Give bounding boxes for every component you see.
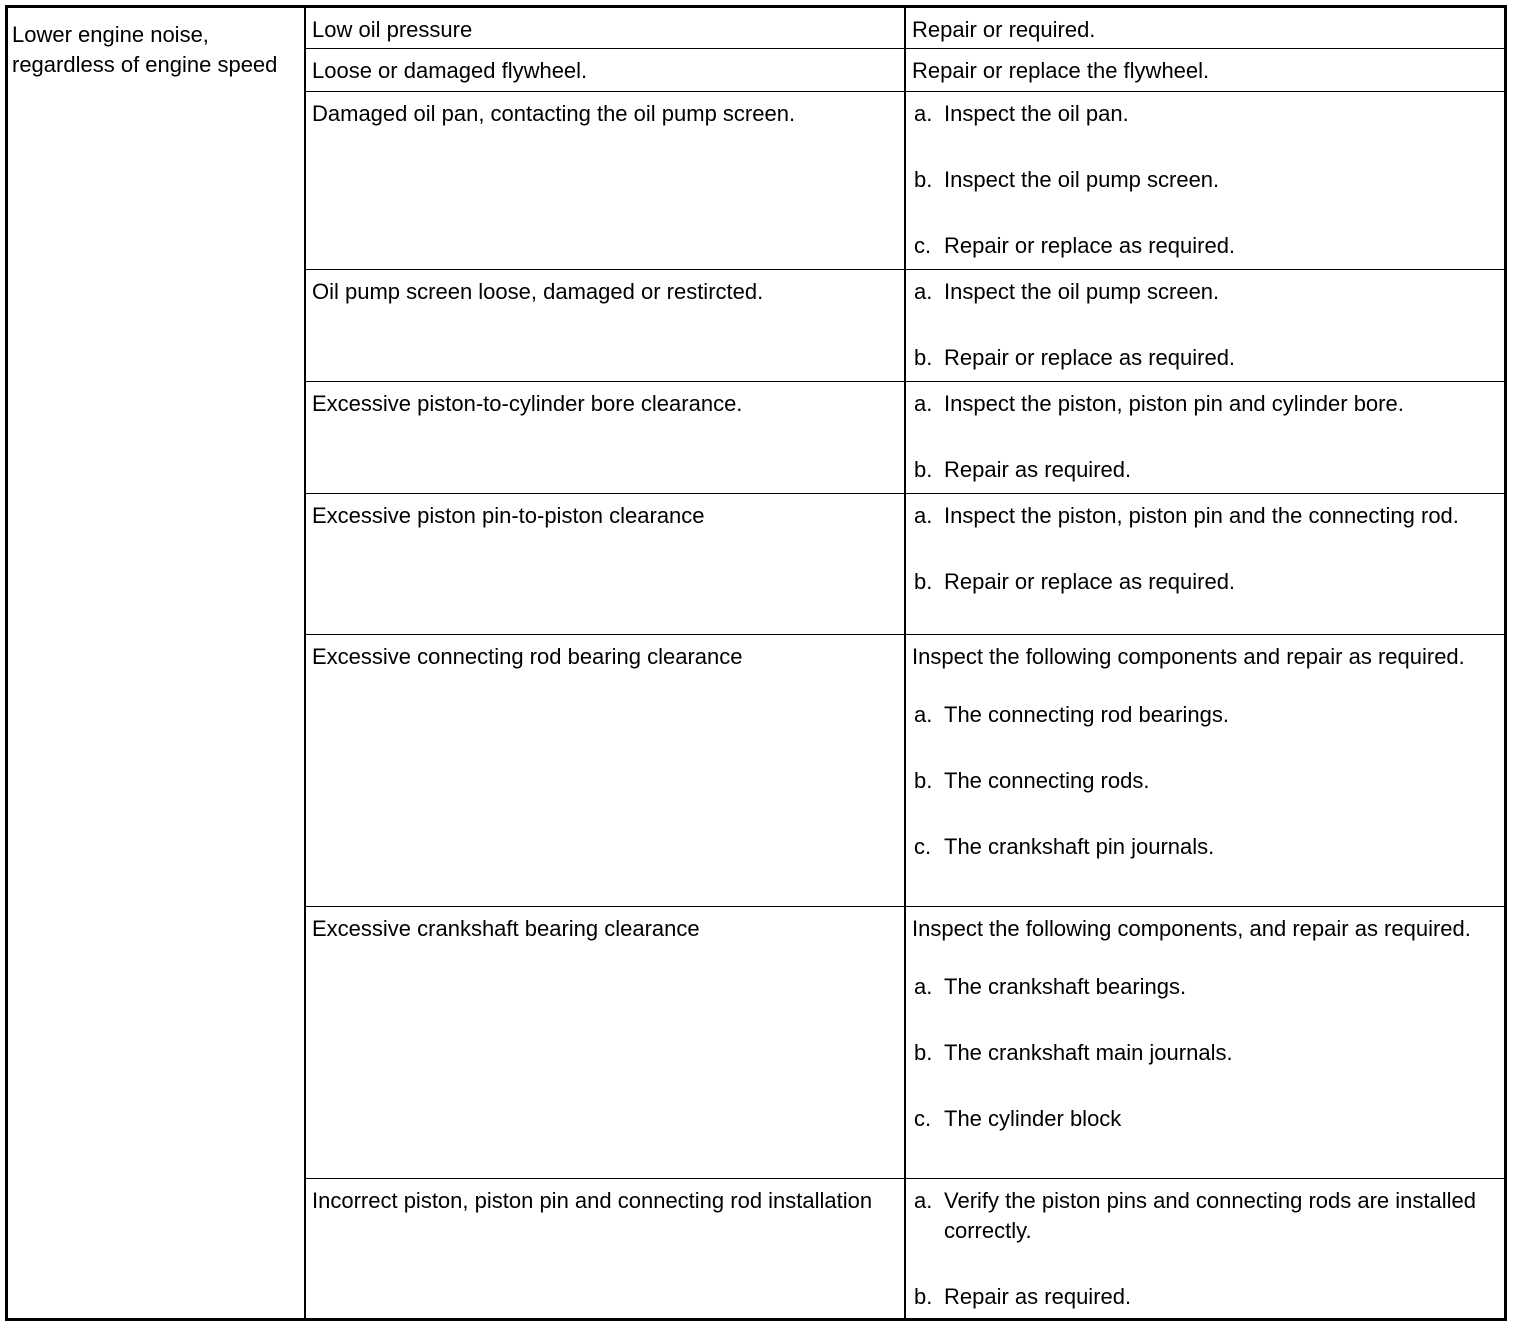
action-step (912, 501, 1494, 531)
step-text: The crankshaft main journals. (944, 1040, 1233, 1065)
step-marker: a. (914, 101, 933, 126)
action-step (912, 277, 1494, 307)
action-text: Repair or replace the flywheel. (912, 58, 1210, 83)
cause-cell: Oil pump screen loose, damaged or restircted. (306, 270, 906, 381)
action-text: Repair or required. (912, 17, 1096, 42)
action-cell (906, 92, 1504, 269)
action-cell (906, 382, 1504, 493)
action-step (912, 343, 1494, 373)
step-text: Inspect the oil pump screen. (944, 167, 1220, 192)
action-cell (906, 49, 1504, 91)
step-text: Repair or replace as required. (944, 233, 1236, 258)
cause-cell: Excessive crankshaft bearing clearance (306, 907, 906, 1178)
table-row (306, 906, 1504, 1178)
action-step (912, 1038, 1494, 1068)
step-text: The crankshaft pin journals. (944, 834, 1215, 859)
step-marker: b. (914, 457, 933, 482)
table-row (306, 493, 1504, 634)
action-intro: Inspect the following components and repair as required. (912, 644, 1465, 669)
step-marker: c. (914, 233, 932, 258)
cause-cell: Loose or damaged flywheel. (306, 49, 906, 91)
action-intro: Inspect the following components, and repair as required. (912, 916, 1471, 941)
action-step (912, 832, 1494, 862)
action-step (912, 1282, 1494, 1312)
step-text: Inspect the piston, piston pin and the connecting rod. (944, 503, 1459, 528)
step-text: Verify the piston pins and connecting rods are installed correctly. (944, 1188, 1476, 1243)
table-row (306, 269, 1504, 381)
table-row (306, 8, 1504, 48)
action-cell (906, 1179, 1504, 1318)
symptom-cell: Lower engine noise, regardless of engine speed (8, 8, 306, 1318)
action-cell (906, 8, 1504, 48)
action-step (912, 165, 1494, 195)
action-step (912, 567, 1494, 597)
step-marker: c. (914, 1106, 932, 1131)
step-text: Repair as required. (944, 1284, 1132, 1309)
step-text: Inspect the oil pump screen. (944, 279, 1220, 304)
table-row (306, 48, 1504, 91)
step-marker: b. (914, 768, 933, 793)
step-marker: a. (914, 503, 933, 528)
action-step (912, 99, 1494, 129)
step-marker: c. (914, 834, 932, 859)
action-step (912, 700, 1494, 730)
step-text: Repair or replace as required. (944, 569, 1236, 594)
action-step (912, 389, 1494, 419)
action-step (912, 455, 1494, 485)
action-step (912, 766, 1494, 796)
step-marker: b. (914, 1040, 933, 1065)
action-cell (906, 907, 1504, 1178)
action-step (912, 231, 1494, 261)
step-text: Repair as required. (944, 457, 1132, 482)
table-row (306, 1178, 1504, 1318)
step-marker: b. (914, 345, 933, 370)
table-row (306, 634, 1504, 906)
step-text: Repair or replace as required. (944, 345, 1236, 370)
step-text: The connecting rods. (944, 768, 1150, 793)
cause-cell: Excessive connecting rod bearing clearance (306, 635, 906, 906)
step-text: Inspect the oil pan. (944, 101, 1129, 126)
cause-cell: Incorrect piston, piston pin and connecting rod installation (306, 1179, 906, 1318)
step-marker: b. (914, 1284, 933, 1309)
action-step (912, 1186, 1494, 1246)
cause-cell: Damaged oil pan, contacting the oil pump screen. (306, 92, 906, 269)
action-step (912, 972, 1494, 1002)
step-marker: b. (914, 569, 933, 594)
step-text: The cylinder block (944, 1106, 1122, 1131)
action-cell (906, 635, 1504, 906)
step-text: Inspect the piston, piston pin and cylinder bore. (944, 391, 1404, 416)
table-row (306, 381, 1504, 493)
action-cell (906, 494, 1504, 634)
cause-cell: Excessive piston pin-to-piston clearance (306, 494, 906, 634)
cause-cell: Excessive piston-to-cylinder bore clearance. (306, 382, 906, 493)
step-text: The crankshaft bearings. (944, 974, 1187, 999)
table-row (306, 91, 1504, 269)
cause-cell: Low oil pressure (306, 8, 906, 48)
diagnostic-table (5, 5, 1507, 1321)
step-text: The connecting rod bearings. (944, 702, 1229, 727)
step-marker: a. (914, 974, 933, 999)
action-cell (906, 270, 1504, 381)
step-marker: a. (914, 702, 933, 727)
step-marker: a. (914, 279, 933, 304)
step-marker: b. (914, 167, 933, 192)
step-marker: a. (914, 391, 933, 416)
action-step (912, 1104, 1494, 1134)
step-marker: a. (914, 1188, 933, 1213)
